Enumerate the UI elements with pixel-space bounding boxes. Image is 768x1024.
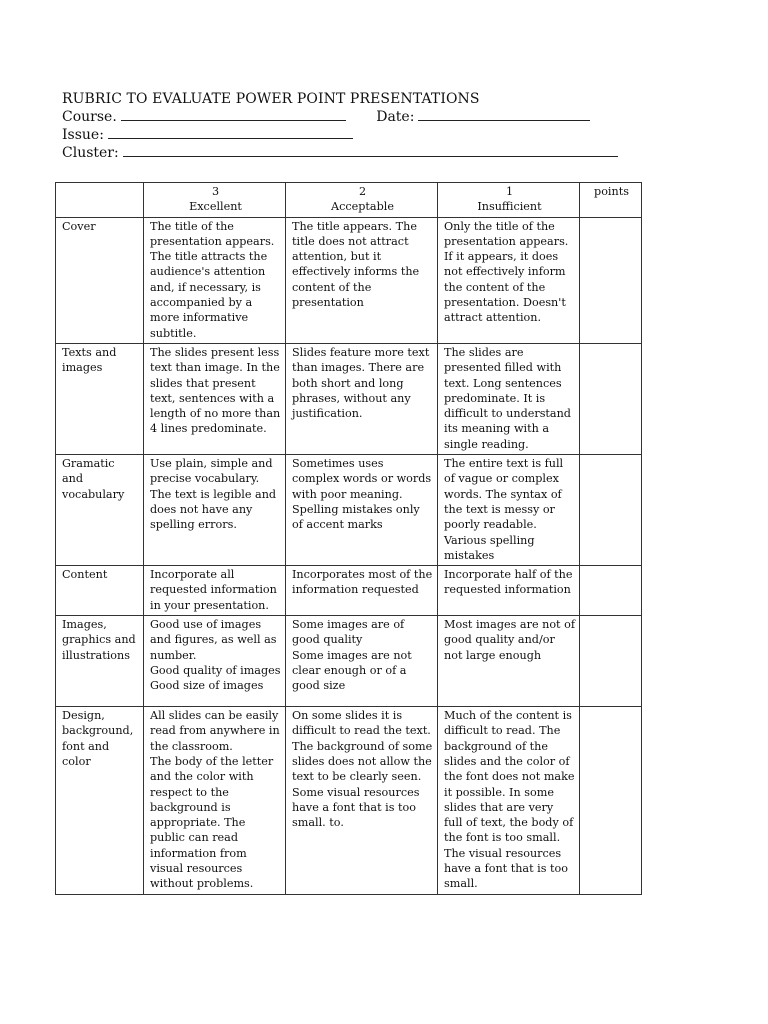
excellent-label: Excellent <box>189 200 242 214</box>
excellent-score: 3 <box>211 185 220 198</box>
points-cell[interactable] <box>580 217 642 343</box>
excellent-cell: The slides present less text than image. In the slides that present text, sentences with a length of no more than 4 lines predominate. <box>144 343 286 454</box>
course-date-line <box>62 108 682 126</box>
acceptable-cell: Some images are of good quality Some images are not clear enough or of a good size <box>286 616 438 707</box>
criterion-cell: Design, background, font and color <box>56 707 144 895</box>
cluster-blank-line[interactable] <box>123 144 618 157</box>
acceptable-cell: Slides feature more text than images. There are both short and long phrases, without any justification. <box>286 343 438 454</box>
points-header-cell: points <box>580 183 642 218</box>
rubric-row <box>56 566 642 616</box>
rubric-row <box>56 616 642 707</box>
rubric-header-row <box>56 183 642 218</box>
points-cell[interactable] <box>580 566 642 616</box>
rubric-body <box>56 217 642 894</box>
acceptable-cell: Sometimes uses complex words or words with poor meaning. Spelling mistakes only of accent marks <box>286 455 438 566</box>
excellent-cell: Incorporate all requested information in your presentation. <box>144 566 286 616</box>
points-cell[interactable] <box>580 616 642 707</box>
criterion-header-cell <box>56 183 144 218</box>
acceptable-cell: Incorporates most of the information requested <box>286 566 438 616</box>
cluster-label: Cluster: <box>62 145 119 161</box>
cluster-line <box>62 144 682 162</box>
points-cell[interactable] <box>580 455 642 566</box>
rubric-row <box>56 455 642 566</box>
date-label: Date: <box>376 109 415 125</box>
insufficient-score: 1 <box>505 185 514 198</box>
excellent-header-cell <box>144 183 286 218</box>
rubric-row <box>56 707 642 895</box>
acceptable-header-cell <box>286 183 438 218</box>
criterion-cell: Gramatic and vocabulary <box>56 455 144 566</box>
insufficient-label: Insufficient <box>477 200 542 214</box>
excellent-cell: All slides can be easily read from anywhere in the classroom. The body of the letter and the color with respect to the background is appropriate. The public can read information from visual resources without problems. <box>144 707 286 895</box>
excellent-cell: The title of the presentation appears. The title attracts the audience's attention and, if necessary, is accompanied by a more informative subtitle. <box>144 217 286 343</box>
acceptable-label: Acceptable <box>331 200 394 214</box>
rubric-row <box>56 217 642 343</box>
acceptable-score: 2 <box>358 185 367 198</box>
course-label: Course. <box>62 109 117 125</box>
criterion-cell: Images, graphics and illustrations <box>56 616 144 707</box>
rubric-table <box>55 182 642 895</box>
criterion-cell: Cover <box>56 217 144 343</box>
acceptable-cell: The title appears. The title does not attract attention, but it effectively informs the content of the presentation <box>286 217 438 343</box>
points-cell[interactable] <box>580 707 642 895</box>
course-blank-line[interactable] <box>121 108 346 121</box>
insufficient-header-cell <box>438 183 580 218</box>
date-blank-line[interactable] <box>418 108 590 121</box>
insufficient-cell: The slides are presented filled with text. Long sentences predominate. It is difficult to understand its meaning with a single reading. <box>438 343 580 454</box>
insufficient-cell: Much of the content is difficult to read. The background of the slides and the color of the font does not make it possible. In some slides that are very full of text, the body of the font is too small. The visual resources have a font that is too small. <box>438 707 580 895</box>
excellent-cell: Good use of images and figures, as well as number. Good quality of images Good size of images <box>144 616 286 707</box>
points-cell[interactable] <box>580 343 642 454</box>
insufficient-cell: Only the title of the presentation appears. If it appears, it does not effectively inform the content of the presentation. Doesn't attract attention. <box>438 217 580 343</box>
document-header <box>62 90 682 162</box>
document-title: RUBRIC TO EVALUATE POWER POINT PRESENTATIONS <box>62 91 480 107</box>
criterion-cell: Texts and images <box>56 343 144 454</box>
insufficient-cell: Incorporate half of the requested information <box>438 566 580 616</box>
insufficient-cell: Most images are not of good quality and/or not large enough <box>438 616 580 707</box>
issue-label: Issue: <box>62 127 104 143</box>
issue-blank-line[interactable] <box>108 126 353 139</box>
criterion-cell: Content <box>56 566 144 616</box>
insufficient-cell: The entire text is full of vague or complex words. The syntax of the text is messy or poorly readable. Various spelling mistakes <box>438 455 580 566</box>
excellent-cell: Use plain, simple and precise vocabulary. The text is legible and does not have any spelling errors. <box>144 455 286 566</box>
rubric-row <box>56 343 642 454</box>
acceptable-cell: On some slides it is difficult to read the text. The background of some slides does not allow the text to be clearly seen. Some visual resources have a font that is too small. to. <box>286 707 438 895</box>
issue-line <box>62 126 682 144</box>
